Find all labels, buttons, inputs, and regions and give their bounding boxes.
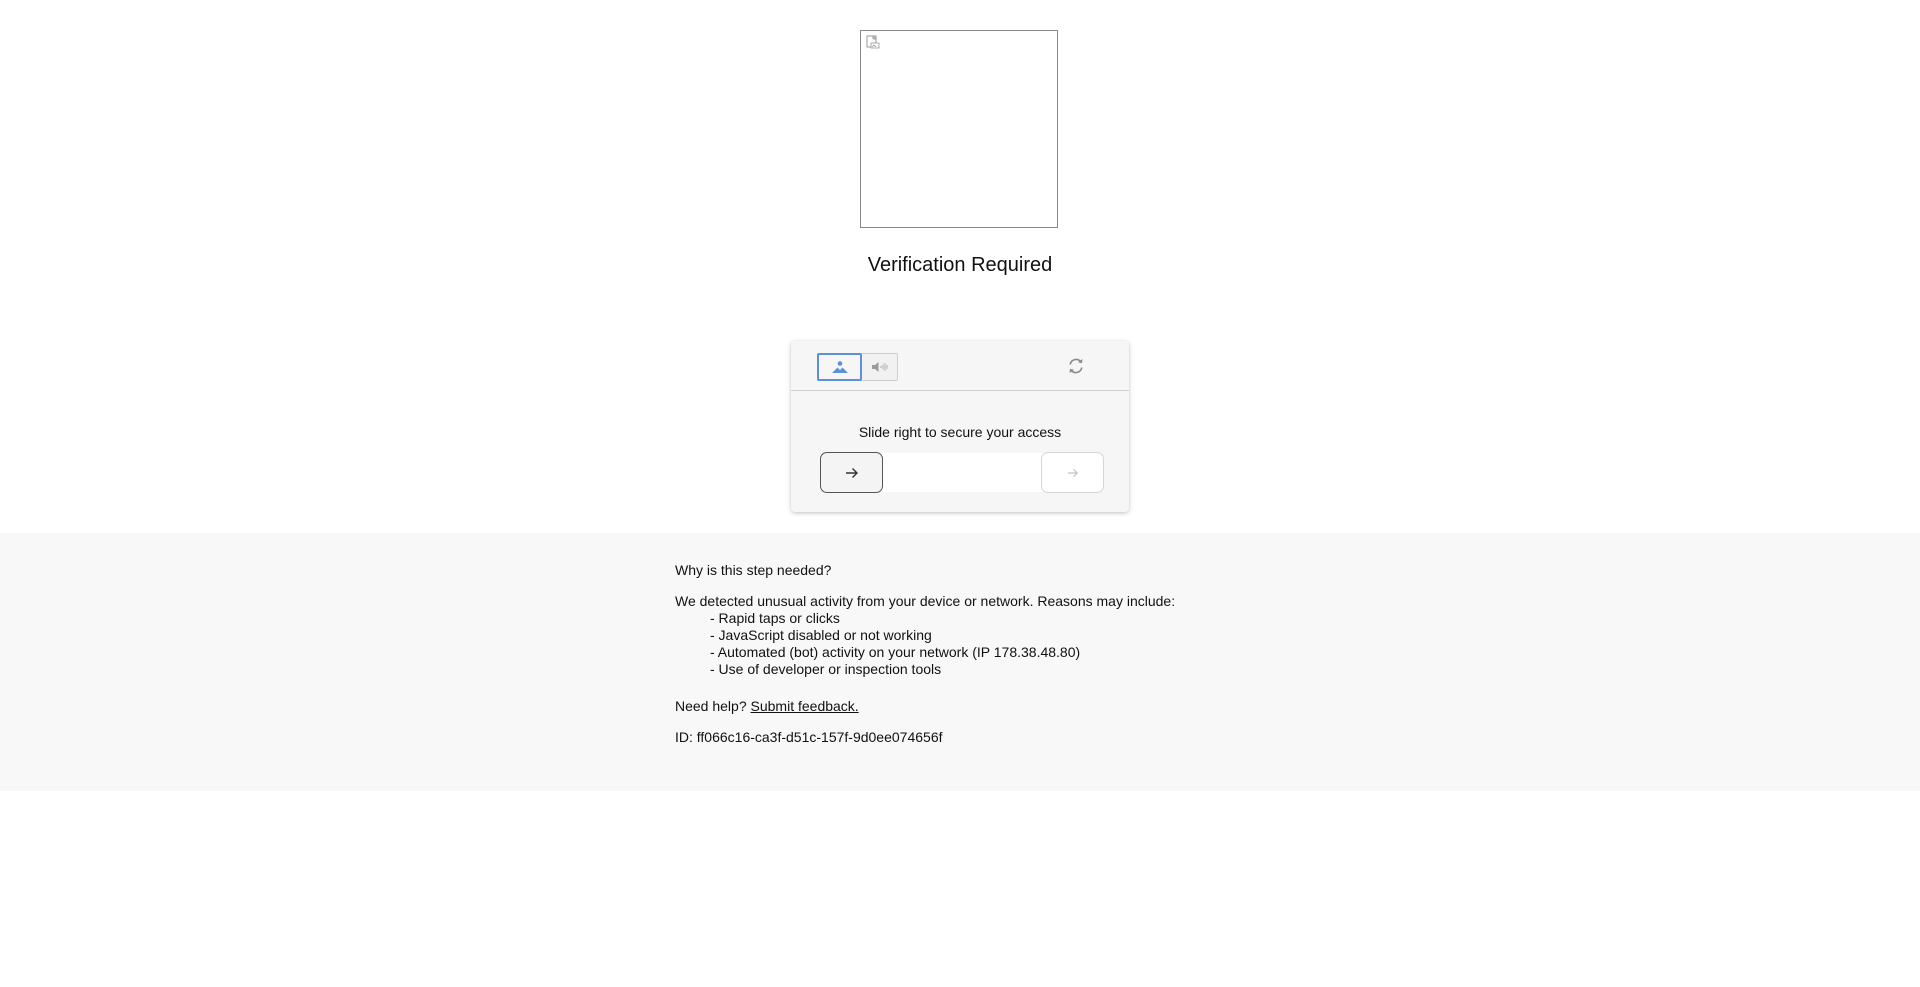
info-content [675, 562, 1375, 746]
audio-mode-button[interactable] [862, 353, 898, 381]
arrow-right-icon [845, 467, 859, 479]
reason-item: - JavaScript disabled or not working [710, 627, 932, 643]
image-mode-button[interactable] [817, 353, 862, 381]
captcha-header [791, 341, 1129, 391]
info-section [0, 533, 1920, 791]
help-prefix: Need help? [675, 698, 747, 714]
arrow-right-icon [1067, 468, 1079, 478]
slider-instruction: Slide right to secure your access [858, 424, 1062, 440]
refresh-button[interactable] [1066, 356, 1086, 376]
logo-image [860, 30, 1058, 228]
slider-track[interactable] [821, 453, 1103, 492]
page-title: Verification Required [867, 254, 1053, 276]
reasons-intro: We detected unusual activity from your device or network. Reasons may include: [675, 593, 1176, 609]
why-heading: Why is this step needed? [675, 562, 832, 578]
audio-icon [871, 361, 889, 373]
reason-item: - Automated (bot) activity on your network (IP 178.38.48.80) [710, 644, 1081, 660]
reason-item: - Use of developer or inspection tools [710, 661, 942, 677]
slider-handle[interactable] [820, 452, 883, 493]
captcha-widget [791, 341, 1129, 512]
submit-feedback-link[interactable]: Submit feedback. [750, 698, 859, 714]
broken-image-icon [866, 35, 880, 49]
image-icon [831, 360, 849, 374]
reason-item: - Rapid taps or clicks [710, 610, 840, 626]
request-id: ID: ff066c16-ca3f-d51c-157f-9d0ee074656f [675, 729, 943, 745]
reasons-list [675, 610, 1375, 678]
refresh-icon [1067, 357, 1085, 375]
help-line [675, 698, 1375, 715]
slider-target [1041, 452, 1104, 493]
captcha-mode-toggle [817, 353, 898, 381]
